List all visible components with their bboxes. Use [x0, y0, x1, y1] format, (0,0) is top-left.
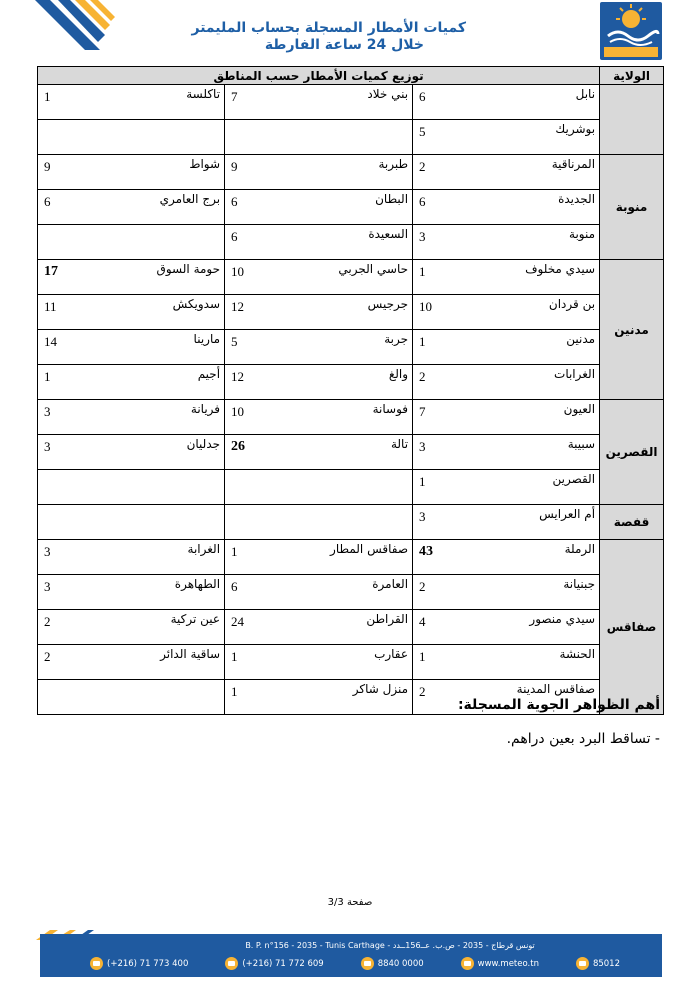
phenomena-title: أهم الظواهر الجوية المسجلة: — [457, 697, 660, 713]
rainfall-value: 1 — [225, 645, 301, 680]
station-name: أم العرايس — [490, 505, 600, 540]
rainfall-value: 2 — [413, 575, 490, 610]
station-name — [113, 120, 225, 155]
table-row — [38, 260, 664, 295]
station-name: نابل — [490, 85, 600, 120]
rainfall-value: 6 — [225, 190, 301, 225]
rainfall-value — [225, 470, 301, 505]
station-name: سيدي مخلوف — [490, 260, 600, 295]
station-name: حاسي الجربي — [301, 260, 413, 295]
station-name: مدنين — [490, 330, 600, 365]
table-row — [38, 85, 664, 120]
station-name: سيدي منصور — [490, 610, 600, 645]
rainfall-value: 11 — [38, 295, 113, 330]
table-row — [38, 435, 664, 470]
rainfall-value: 3 — [38, 435, 113, 470]
rainfall-value: 6 — [413, 190, 490, 225]
table-row — [38, 190, 664, 225]
rainfall-value: 6 — [225, 575, 301, 610]
rainfall-value — [225, 505, 301, 540]
rainfall-value: 2 — [38, 645, 113, 680]
station-name — [301, 505, 413, 540]
footer-website[interactable]: www.meteo.tn — [461, 957, 539, 970]
governorate-cell: قفصة — [600, 505, 664, 540]
sms-icon — [576, 957, 589, 970]
station-name: العامرة — [301, 575, 413, 610]
governorate-cell: مدنين — [600, 260, 664, 400]
rainfall-value: 1 — [413, 260, 490, 295]
station-name: حومة السوق — [113, 260, 225, 295]
station-name: جدليان — [113, 435, 225, 470]
station-name: منزل شاكر — [301, 680, 413, 715]
rainfall-value: 10 — [413, 295, 490, 330]
station-name: سبيبة — [490, 435, 600, 470]
rainfall-value: 14 — [38, 330, 113, 365]
station-name: العيون — [490, 400, 600, 435]
station-name: طبربة — [301, 155, 413, 190]
rainfall-value: 3 — [413, 435, 490, 470]
station-name: بني خلاد — [301, 85, 413, 120]
rainfall-value — [38, 680, 113, 715]
station-name: الجديدة — [490, 190, 600, 225]
table-row — [38, 645, 664, 680]
station-name: جربة — [301, 330, 413, 365]
table-row — [38, 575, 664, 610]
rainfall-value: 4 — [413, 610, 490, 645]
station-name: فريانة — [113, 400, 225, 435]
station-name: برج العامري — [113, 190, 225, 225]
rainfall-value: 3 — [413, 225, 490, 260]
table-row — [38, 540, 664, 575]
footer-contacts — [90, 957, 620, 970]
table-header-row — [38, 67, 664, 85]
fax-icon — [225, 957, 238, 970]
rainfall-value — [38, 505, 113, 540]
station-name: الحنشة — [490, 645, 600, 680]
governorate-cell: صفاقس — [600, 540, 664, 715]
rainfall-value: 1 — [38, 365, 113, 400]
phone-icon — [90, 957, 103, 970]
rainfall-value: 1 — [225, 540, 301, 575]
rainfall-value: 1 — [225, 680, 301, 715]
page-subtitle: خلال 24 ساعة الفارطة — [264, 37, 424, 53]
rainfall-value — [225, 120, 301, 155]
station-name: فوسانة — [301, 400, 413, 435]
table-row — [38, 120, 664, 155]
governorate-cell — [600, 85, 664, 155]
handset-icon — [361, 957, 374, 970]
table-row — [38, 470, 664, 505]
rainfall-value: 3 — [38, 540, 113, 575]
rainfall-value: 43 — [413, 540, 490, 575]
station-name — [301, 120, 413, 155]
station-name: عقارب — [301, 645, 413, 680]
rainfall-value: 10 — [225, 400, 301, 435]
station-name: ساقية الدائر — [113, 645, 225, 680]
station-name: والغ — [301, 365, 413, 400]
station-name: سدويكش — [113, 295, 225, 330]
station-name: جبنيانة — [490, 575, 600, 610]
station-name: البطان — [301, 190, 413, 225]
table-row — [38, 610, 664, 645]
table-row — [38, 505, 664, 540]
institute-logo — [600, 2, 662, 60]
rainfall-value: 7 — [413, 400, 490, 435]
rainfall-value: 12 — [225, 365, 301, 400]
rainfall-value: 1 — [413, 470, 490, 505]
footer-address: B. P. n°156 - 2035 - Tunis Carthage - تونس قرطاج - 2035 - ص.ب. عــ156ــدد — [245, 941, 535, 950]
rainfall-value: 1 — [38, 85, 113, 120]
rainfall-value: 24 — [225, 610, 301, 645]
rainfall-value: 10 — [225, 260, 301, 295]
rainfall-value: 2 — [413, 365, 490, 400]
station-name — [113, 470, 225, 505]
footer-phone: (+216) 71 773 400 — [90, 957, 188, 970]
station-name: تالة — [301, 435, 413, 470]
table-row — [38, 330, 664, 365]
rainfall-value: 5 — [225, 330, 301, 365]
table-row — [38, 225, 664, 260]
rainfall-value: 3 — [413, 505, 490, 540]
table-row — [38, 155, 664, 190]
rainfall-value: 5 — [413, 120, 490, 155]
rainfall-value: 9 — [225, 155, 301, 190]
footer-green-number: 8840 0000 — [361, 957, 424, 970]
rainfall-value: 6 — [38, 190, 113, 225]
station-name: أجيم — [113, 365, 225, 400]
station-name — [113, 225, 225, 260]
station-name: شواط — [113, 155, 225, 190]
rainfall-value: 7 — [225, 85, 301, 120]
station-name — [113, 680, 225, 715]
station-name: بوشريك — [490, 120, 600, 155]
phenomena-item: - تساقط البرد بعين دراهم. — [506, 731, 660, 747]
station-name: المرناقية — [490, 155, 600, 190]
table-row — [38, 365, 664, 400]
station-name: الغرابات — [490, 365, 600, 400]
station-name: السعيدة — [301, 225, 413, 260]
rainfall-value: 1 — [413, 330, 490, 365]
station-name: تاكلسة — [113, 85, 225, 120]
globe-icon — [461, 957, 474, 970]
rainfall-value: 26 — [225, 435, 301, 470]
header-governorate: الولاية — [600, 67, 664, 85]
rainfall-value — [38, 120, 113, 155]
table-row — [38, 295, 664, 330]
rainfall-value — [38, 225, 113, 260]
rainfall-value: 17 — [38, 260, 113, 295]
rainfall-value: 2 — [413, 155, 490, 190]
page-title: كميات الأمطار المسجلة بحساب المليمتر — [191, 20, 466, 36]
station-name — [113, 505, 225, 540]
rainfall-value: 3 — [38, 575, 113, 610]
rainfall-value: 2 — [38, 610, 113, 645]
decorative-stripes-top — [30, 0, 120, 60]
station-name: صفاقس المدينة — [490, 680, 600, 715]
station-name: الطهاهرة — [113, 575, 225, 610]
rainfall-value: 12 — [225, 295, 301, 330]
station-name: الرملة — [490, 540, 600, 575]
station-name: بن قردان — [490, 295, 600, 330]
station-name: القصرين — [490, 470, 600, 505]
rainfall-value: 6 — [225, 225, 301, 260]
station-name: عين تركية — [113, 610, 225, 645]
rainfall-value: 3 — [38, 400, 113, 435]
station-name: مارينا — [113, 330, 225, 365]
rainfall-value — [38, 470, 113, 505]
footer-fax: (+216) 71 772 609 — [225, 957, 323, 970]
rainfall-value: 1 — [413, 645, 490, 680]
page-number: صفحة 3/3 — [327, 897, 373, 908]
governorate-cell: منوبة — [600, 155, 664, 260]
table-row — [38, 400, 664, 435]
rainfall-value: 2 — [413, 680, 490, 715]
governorate-cell: القصرين — [600, 400, 664, 505]
station-name: القراطن — [301, 610, 413, 645]
station-name: منوبة — [490, 225, 600, 260]
station-name — [301, 470, 413, 505]
rainfall-table — [37, 66, 664, 715]
sun-wave-icon — [600, 2, 662, 60]
footer-sms: 85012 — [576, 957, 620, 970]
station-name: صفاقس المطار — [301, 540, 413, 575]
rainfall-value: 9 — [38, 155, 113, 190]
header-distribution: توزيع كميات الأمطار حسب المناطق — [38, 67, 600, 85]
rainfall-value: 6 — [413, 85, 490, 120]
station-name: جرجيس — [301, 295, 413, 330]
station-name: الغرابة — [113, 540, 225, 575]
